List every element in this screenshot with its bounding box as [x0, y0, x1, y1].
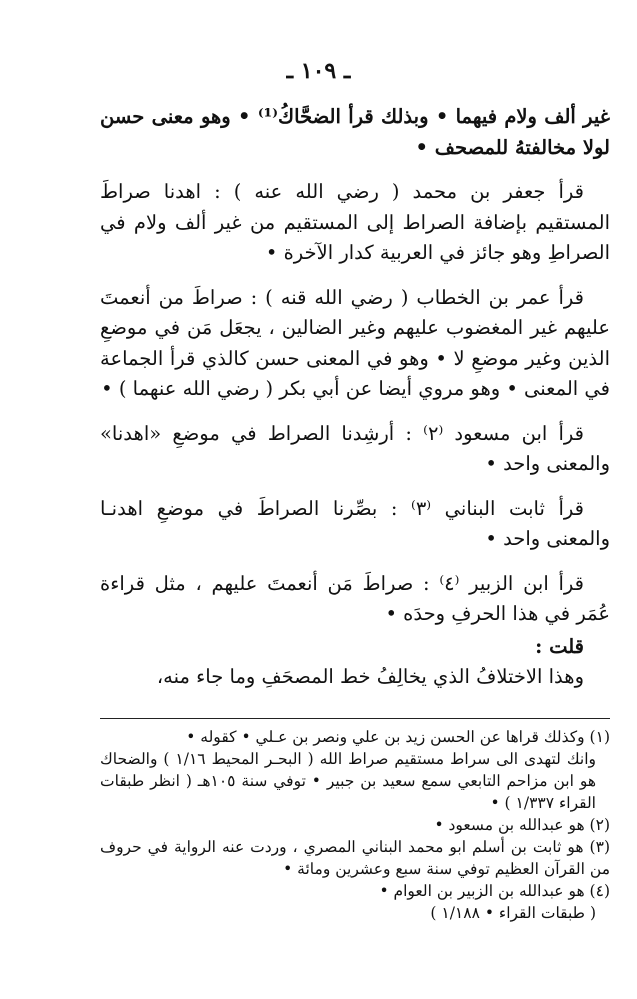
footnote-4: (٤) هو عبدالله بن الزبير بن العوام • — [379, 882, 610, 900]
footnote-divider — [100, 718, 610, 719]
main-text — [100, 102, 610, 693]
page-number: ـ ١٠٩ ـ — [286, 58, 351, 84]
footnote-1: (١) وكذلك قراها عن الحسن زيد بن علي ونصر بن عـلي • كقوله • — [186, 728, 610, 746]
paragraph-umar: قرأ عمر بن الخطاب ( رضي الله قنه ) : صراطَ من أنعمتَ عليهم غير المغضوب عليهم وغير الضالين ، يجعَل مَن في موضعِ الذين وغير موضعِ لا • وهو في المعنى حسن كالذي قرأ الجماعة في المعنى • وهو مروي أيضا عن أبي بكر ( رضي الله عنهما ) • — [100, 285, 610, 400]
footnote-3: (٣) هو ثابت بن أسلم ابو محمد البناني المصري ، وردت عنه الرواية في حروف من القرآن العظيم توفي سنة سبع وعشرين ومائة • — [100, 838, 610, 878]
paragraph-ibn-masud: قرأ ابن مسعود ⁽٢⁾ : أرشِدنا الصراط في موضعِ «اهدنا» والمعنى واحد • — [100, 421, 610, 475]
paragraph-ikhtilaf: وهذا الاختلافُ الذي يخالِفُ خط المصحَفِ وما جاء منه، — [156, 665, 584, 688]
paragraph-jafar: قرأ جعفر بن محمد ( رضي الله عنه ) : اهدنا صراطَ المستقيم بإضافة الصراط إلى المستقيم من غير ألف ولام في الصراطِ وهو جائز في العربية كدار الآخرة • — [100, 180, 610, 264]
footnotes — [100, 726, 610, 924]
qult-heading: قلت : — [535, 634, 584, 658]
footnote-1-continuation: وانك لتهدى الى سراط مستقيم صراط الله ( البحـر المحيط ١/١٦ ) والضحاك هو ابن مزاحم التابعي سمع سعيد بن جبير • توفي سنة ١٠٥هـ ( انظر طبقات القراء ١/٣٣٧ ) • — [100, 750, 596, 812]
paragraph-dahhak: غير ألف ولام فيهما • وبذلك قرأ الضحَّاكُ⁽¹⁾ • وهو معنى حسن لولا مخالفتهُ للمصحف • — [100, 105, 611, 159]
paragraph-thabit: قرأ ثابت البناني ⁽٣⁾ : بصِّرنا الصراطَ في موضعِ اهدنـا والمعنى واحد • — [100, 496, 610, 550]
paragraph-ibn-zubayr: قرأ ابن الزبير ⁽٤⁾ : صراطَ مَن أنعمتَ عليهم ، مثل قراءة عُمَر في هذا الحرفِ وحدَه • — [100, 571, 610, 625]
footnote-2: (٢) هو عبدالله بن مسعود • — [434, 816, 610, 834]
footnote-4-source: ( طبقات القراء • ١/١٨٨ ) — [430, 904, 596, 922]
